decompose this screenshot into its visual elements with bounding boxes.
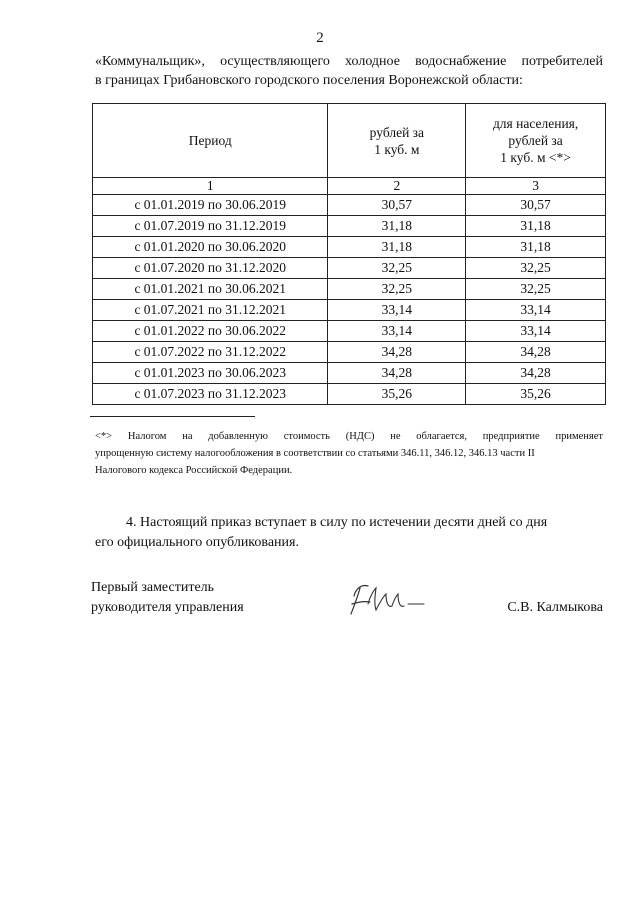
table-cell-population: 32,25 (466, 279, 606, 300)
table-cell-rub: 34,28 (328, 363, 466, 384)
table-cell-period: с 01.01.2023 по 30.06.2023 (93, 363, 328, 384)
header-line: рублей за (508, 133, 563, 148)
signatory-name: С.В. Калмыкова (507, 600, 603, 615)
tariff-table (92, 103, 606, 405)
header-line: 1 куб. м <*> (500, 150, 571, 165)
table-cell-rub: 34,28 (328, 342, 466, 363)
signatory-title-line: Первый заместитель (91, 580, 215, 595)
intro-paragraph (95, 52, 603, 90)
table-cell-period: с 01.07.2023 по 31.12.2023 (93, 384, 328, 405)
table-cell-population: 30,57 (466, 195, 606, 216)
clause-paragraph (95, 513, 607, 553)
header-period: Период (93, 104, 328, 178)
intro-line: в границах Грибановского городского поселения Воронежской области: (95, 73, 523, 88)
footnote-divider (90, 416, 255, 417)
footnote (95, 428, 603, 479)
signatory-title (91, 578, 244, 618)
table-cell-population: 31,18 (466, 237, 606, 258)
table-row (93, 258, 606, 279)
table-row (93, 216, 606, 237)
table-cell-rub: 32,25 (328, 258, 466, 279)
clause-line: 4. Настоящий приказ вступает в силу по истечении десяти дней со дня (126, 515, 548, 530)
column-number-row (93, 178, 606, 195)
header-line: рублей за (369, 124, 425, 140)
table-row (93, 363, 606, 384)
table-cell-period: с 01.07.2020 по 31.12.2020 (93, 258, 328, 279)
clause-line: его официального опубликования. (95, 535, 299, 550)
table-cell-rub: 31,18 (328, 237, 466, 258)
table-row (93, 300, 606, 321)
table-cell-population: 31,18 (466, 216, 606, 237)
table-cell-period: с 01.01.2019 по 30.06.2019 (93, 195, 328, 216)
table-cell-population: 33,14 (466, 321, 606, 342)
signatory-title-line: руководителя управления (91, 600, 244, 615)
page-number: 2 (316, 30, 324, 46)
handwritten-signature (348, 582, 426, 618)
table-cell-population: 34,28 (466, 363, 606, 384)
table-row (93, 384, 606, 405)
column-number: 2 (328, 178, 466, 195)
footnote-line: Налогового кодекса Российской Федерации. (95, 465, 293, 476)
intro-line: «Коммунальщик», осуществляющего холодное водоснабжение потребителей (95, 54, 603, 69)
table-cell-rub: 30,57 (328, 195, 466, 216)
header-population (466, 104, 606, 178)
header-line: для населения, (492, 116, 579, 131)
table-cell-population: 32,25 (466, 258, 606, 279)
header-line: 1 куб. м (374, 141, 420, 157)
table-cell-population: 33,14 (466, 300, 606, 321)
table-row (93, 279, 606, 300)
table-cell-period: с 01.01.2022 по 30.06.2022 (93, 321, 328, 342)
table-cell-rub: 32,25 (328, 279, 466, 300)
table-header-row (93, 104, 606, 178)
table-row (93, 342, 606, 363)
table-cell-period: с 01.01.2020 по 30.06.2020 (93, 237, 328, 258)
table-row (93, 237, 606, 258)
table-cell-rub: 33,14 (328, 321, 466, 342)
table-cell-population: 35,26 (466, 384, 606, 405)
table-cell-population: 34,28 (466, 342, 606, 363)
table-cell-rub: 35,26 (328, 384, 466, 405)
column-number: 1 (93, 178, 328, 195)
column-number: 3 (466, 178, 606, 195)
table-row (93, 321, 606, 342)
table-row (93, 195, 606, 216)
table-cell-rub: 33,14 (328, 300, 466, 321)
table-cell-period: с 01.07.2021 по 31.12.2021 (93, 300, 328, 321)
footnote-line: упрощенную систему налогообложения в соответствии со статьями 346.11, 346.12, 346.13 части II (95, 448, 535, 459)
table-cell-period: с 01.07.2019 по 31.12.2019 (93, 216, 328, 237)
header-rub (328, 104, 466, 178)
table-cell-rub: 31,18 (328, 216, 466, 237)
table-cell-period: с 01.01.2021 по 30.06.2021 (93, 279, 328, 300)
table-cell-period: с 01.07.2022 по 31.12.2022 (93, 342, 328, 363)
footnote-line: <*> Налогом на добавленную стоимость (НДС) не облагается, предприятие применяет (95, 431, 603, 442)
